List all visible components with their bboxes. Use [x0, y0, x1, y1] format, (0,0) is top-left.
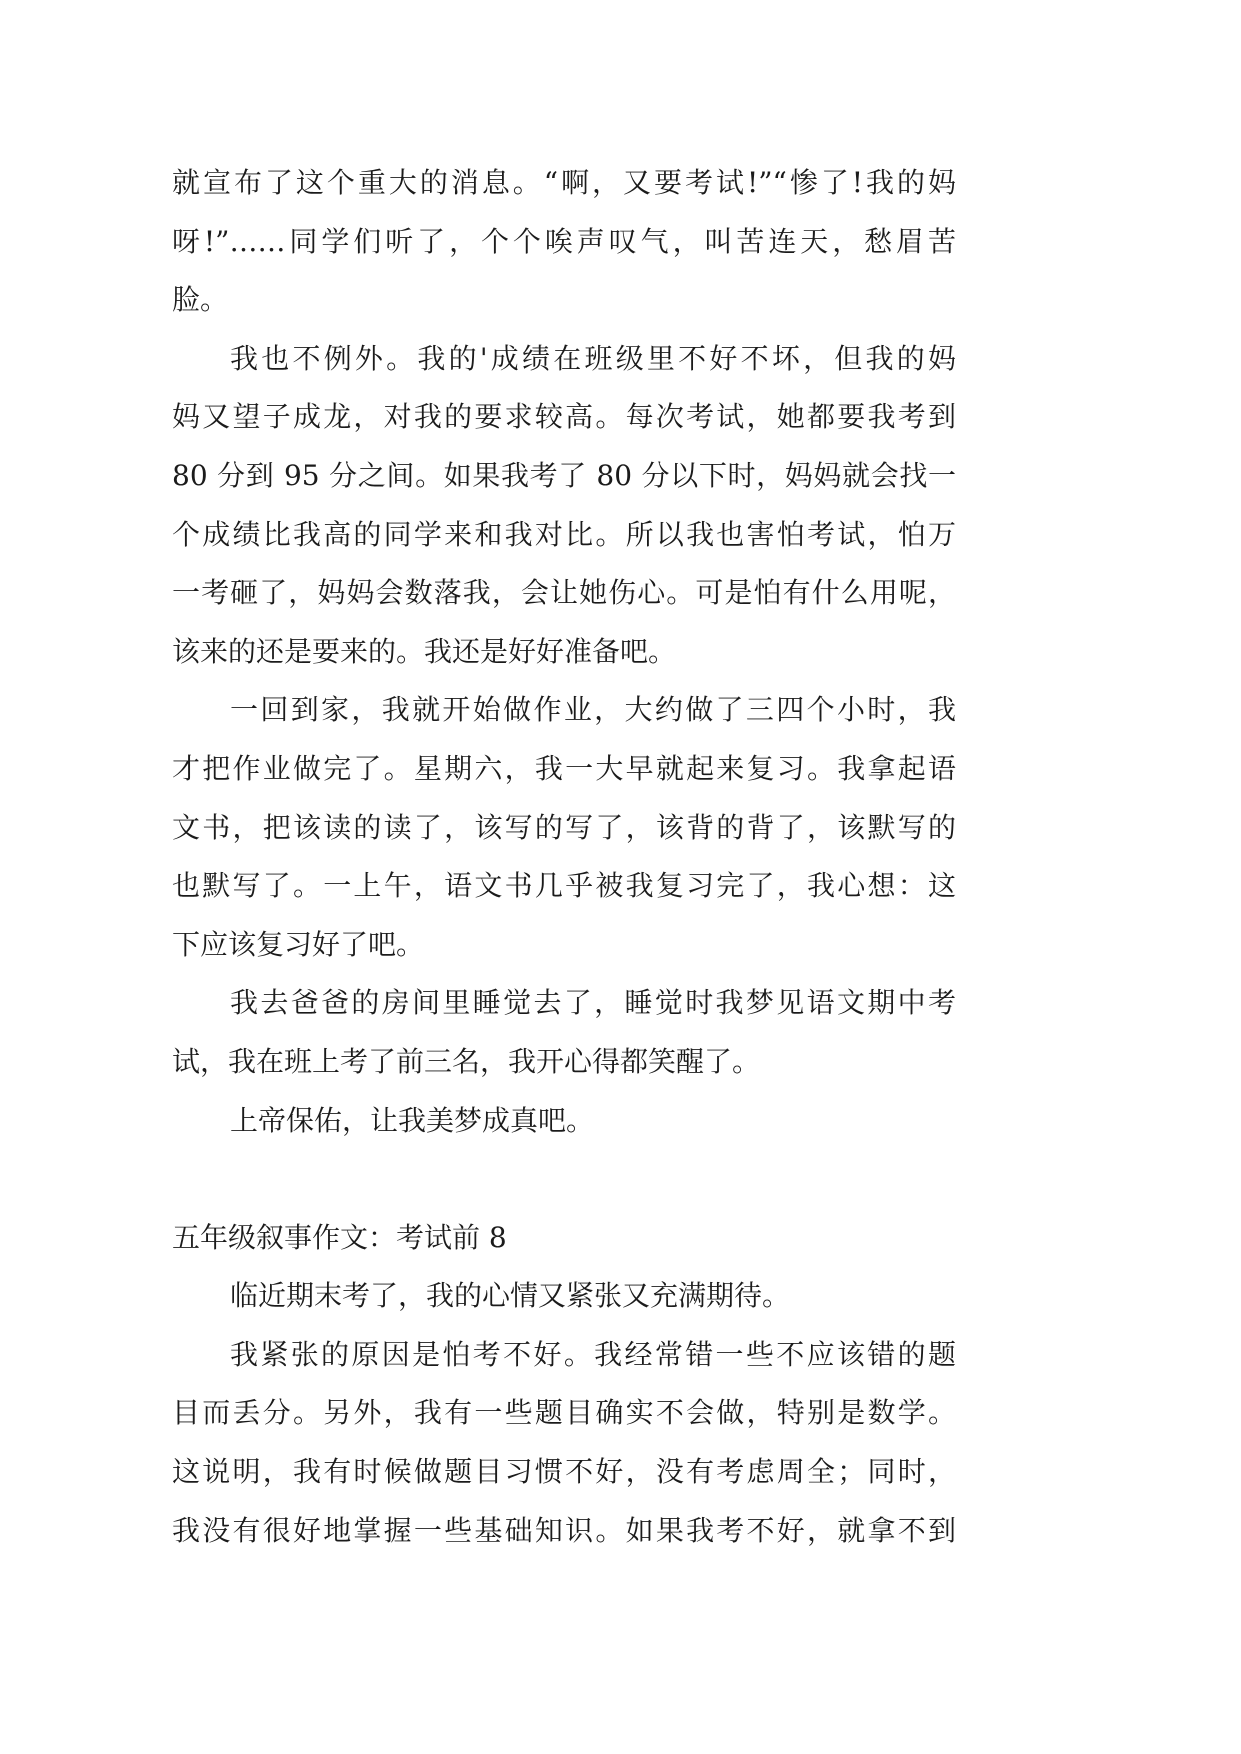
paragraph	[172, 1267, 956, 1326]
text-line: 就宣布了这个重大的消息。“啊，又要考试!”“惨了!我的妈	[172, 166, 956, 199]
text-line: 80 分到 95 分之间。如果我考了 80 分以下时，妈妈就会找一	[172, 458, 956, 492]
text-line: 也默写了。一上午，语文书几乎被我复习完了，我心想：这	[172, 869, 956, 903]
text-line: 我紧张的原因是怕考不好。我经常错一些不应该错的题	[230, 1337, 956, 1371]
text-line: 脸。	[172, 283, 229, 317]
text-line: 才把作业做完了。星期六，我一大早就起来复习。我拿起语	[172, 751, 956, 785]
text-line: 我也不例外。我的'成绩在班级里不好不坏，但我的妈	[230, 341, 956, 375]
text-line: 临近期末考了，我的心情又紧张又充满期待。	[230, 1279, 791, 1313]
text-line: 个成绩比我高的同学来和我对比。所以我也害怕考试，怕万	[172, 517, 956, 551]
text-line: 一回到家，我就开始做作业，大约做了三四个小时，我	[230, 693, 956, 727]
text-line: 上帝保佑，让我美梦成真吧。	[230, 1103, 595, 1137]
text-line: 目而丢分。另外，我有一些题目确实不会做，特别是数学。	[172, 1396, 956, 1430]
text-line: 我去爸爸的房间里睡觉去了，睡觉时我梦见语文期中考	[230, 986, 956, 1020]
paragraph	[172, 974, 956, 1091]
section-title: 五年级叙事作文：考试前 8	[172, 1220, 507, 1254]
paragraph	[172, 154, 956, 330]
text-line: 这说明，我有时候做题目习惯不好，没有考虑周全；同时，	[172, 1455, 956, 1489]
paragraph	[172, 681, 956, 974]
blank-line	[172, 1150, 956, 1209]
text-line: 我没有很好地掌握一些基础知识。如果我考不好，就拿不到	[172, 1513, 956, 1547]
text-line: 文书，把该读的读了，该写的写了，该背的背了，该默写的	[172, 810, 956, 844]
text-line: 一考砸了，妈妈会数落我，会让她伤心。可是怕有什么用呢，	[172, 576, 956, 610]
text-line: 该来的还是要来的。我还是好好准备吧。	[172, 634, 677, 668]
paragraph	[172, 330, 956, 682]
text-line: 下应该复习好了吧。	[172, 927, 425, 961]
text-line: 呀!”……同学们听了，个个唉声叹气，叫苦连天，愁眉苦	[172, 224, 956, 258]
paragraph	[172, 1092, 956, 1151]
paragraph	[172, 1326, 956, 1560]
text-line: 妈又望子成龙，对我的要求较高。每次考试，她都要我考到	[172, 400, 956, 434]
document-body	[172, 154, 956, 1560]
text-line: 试，我在班上考了前三名，我开心得都笑醒了。	[172, 1044, 761, 1078]
